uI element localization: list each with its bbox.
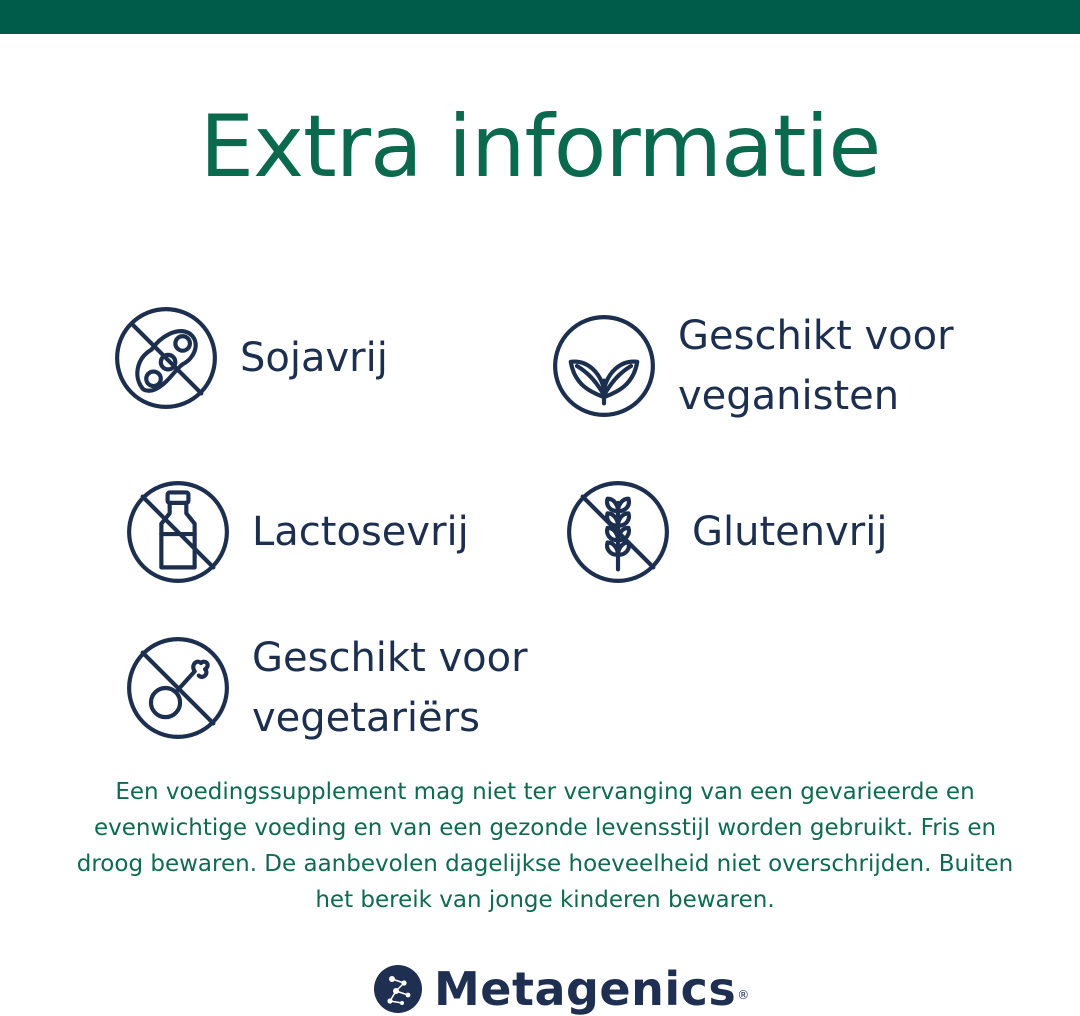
disclaimer-text: Een voedingssupplement mag niet ter vervanging van een gevarieerde en evenwichtige voeding en van een gezonde levensstijl worden gebruikt. Fris en droog bewaren. De aanbevolen dagelijkse hoeveelheid niet overschrijden. Buiten het bereik van jonge kinderen bewaren.: [76, 779, 1014, 913]
feature-label: Geschikt voor vegetariërs: [252, 635, 528, 741]
feature-label: Lactosevrij: [252, 509, 469, 555]
vegan-leaf-icon: [552, 314, 656, 418]
registered-mark: ®: [737, 988, 750, 1002]
feature-soy-free: [114, 306, 388, 410]
feature-label: Sojavrij: [240, 335, 388, 381]
feature-label: Geschikt voor veganisten: [678, 313, 954, 419]
brand-logo: [372, 962, 749, 1016]
brand-name: Metagenics: [434, 962, 737, 1016]
feature-label: Glutenvrij: [692, 509, 888, 555]
feature-gluten-free: [566, 480, 887, 584]
feature-vegetarian: [126, 628, 528, 748]
page-title: Extra informatie: [199, 97, 881, 197]
top-bar: [0, 0, 1080, 34]
feature-vegan: [552, 306, 954, 426]
soy-free-icon: [114, 306, 218, 410]
feature-lactose-free: [126, 480, 469, 584]
lactose-free-bottle-icon: [126, 480, 230, 584]
no-meat-drumstick-icon: [126, 636, 230, 740]
gluten-free-wheat-icon: [566, 480, 670, 584]
metagenics-logo-icon: [372, 963, 424, 1015]
